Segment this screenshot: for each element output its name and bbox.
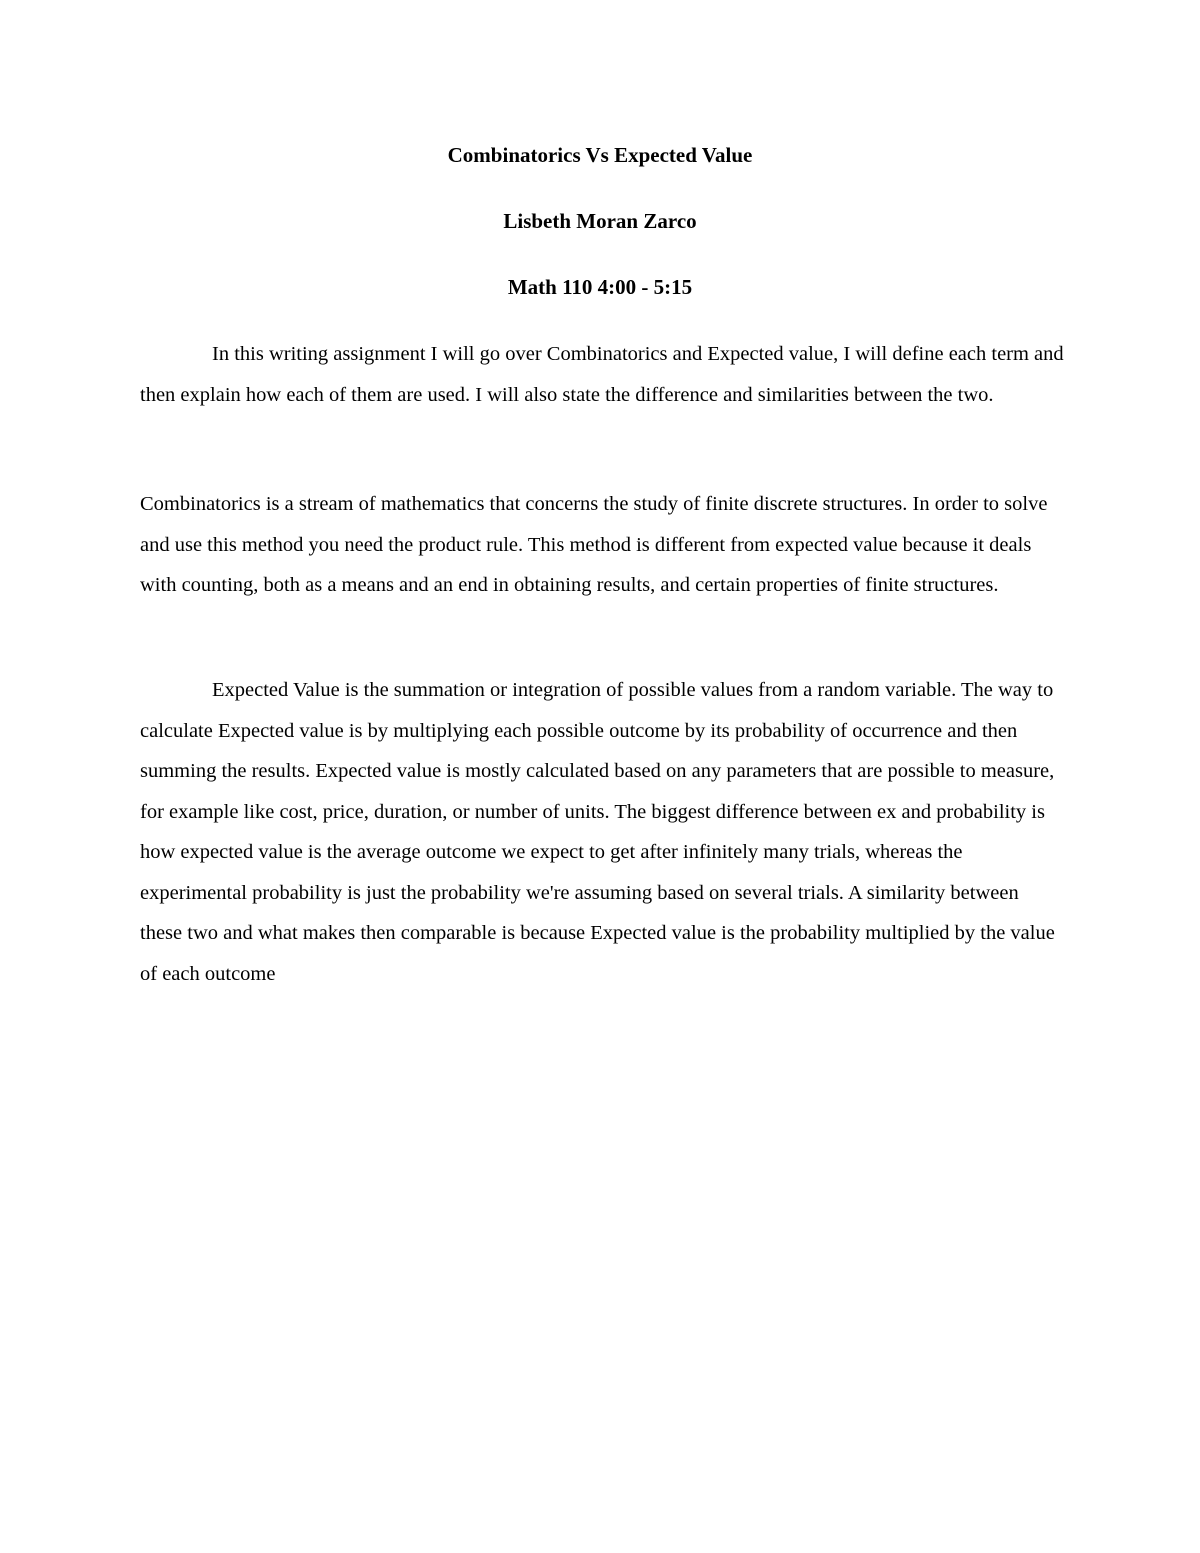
document-title: Combinatorics Vs Expected Value <box>447 143 753 167</box>
paragraph-expected-value: Expected Value is the summation or integration of possible values from a random variable. The way to calculate Expected value is by multiplying each possible outcome by its probability of occurrence and then summing the results. Expected value is mostly calculated based on any parameters that are possible to measure, for example like cost, price, duration, or number of units. The biggest difference between ex and probability is how expected value is the average outcome we expect to get after infinitely many trials, whereas the experimental probability is just the probability we're assuming based on several trials. A similarity between these two and what makes then comparable is because Expected value is the probability multiplied by the value of each outcome <box>140 679 1055 985</box>
paragraph-intro: In this writing assignment I will go over Combinatorics and Expected value, I will define each term and then explain how each of them are used. I will also state the difference and similarities between the two. <box>140 343 1064 406</box>
document-author: Lisbeth Moran Zarco <box>503 209 697 233</box>
document-course: Math 110 4:00 - 5:15 <box>507 275 693 299</box>
paragraph-combinatorics: Combinatorics is a stream of mathematics that concerns the study of finite discrete structures. In order to solve and use this method you need the product rule. This method is different from expected value because it deals with counting, both as a means and an end in obtaining results, and certain properties of finite structures. <box>140 493 1048 596</box>
